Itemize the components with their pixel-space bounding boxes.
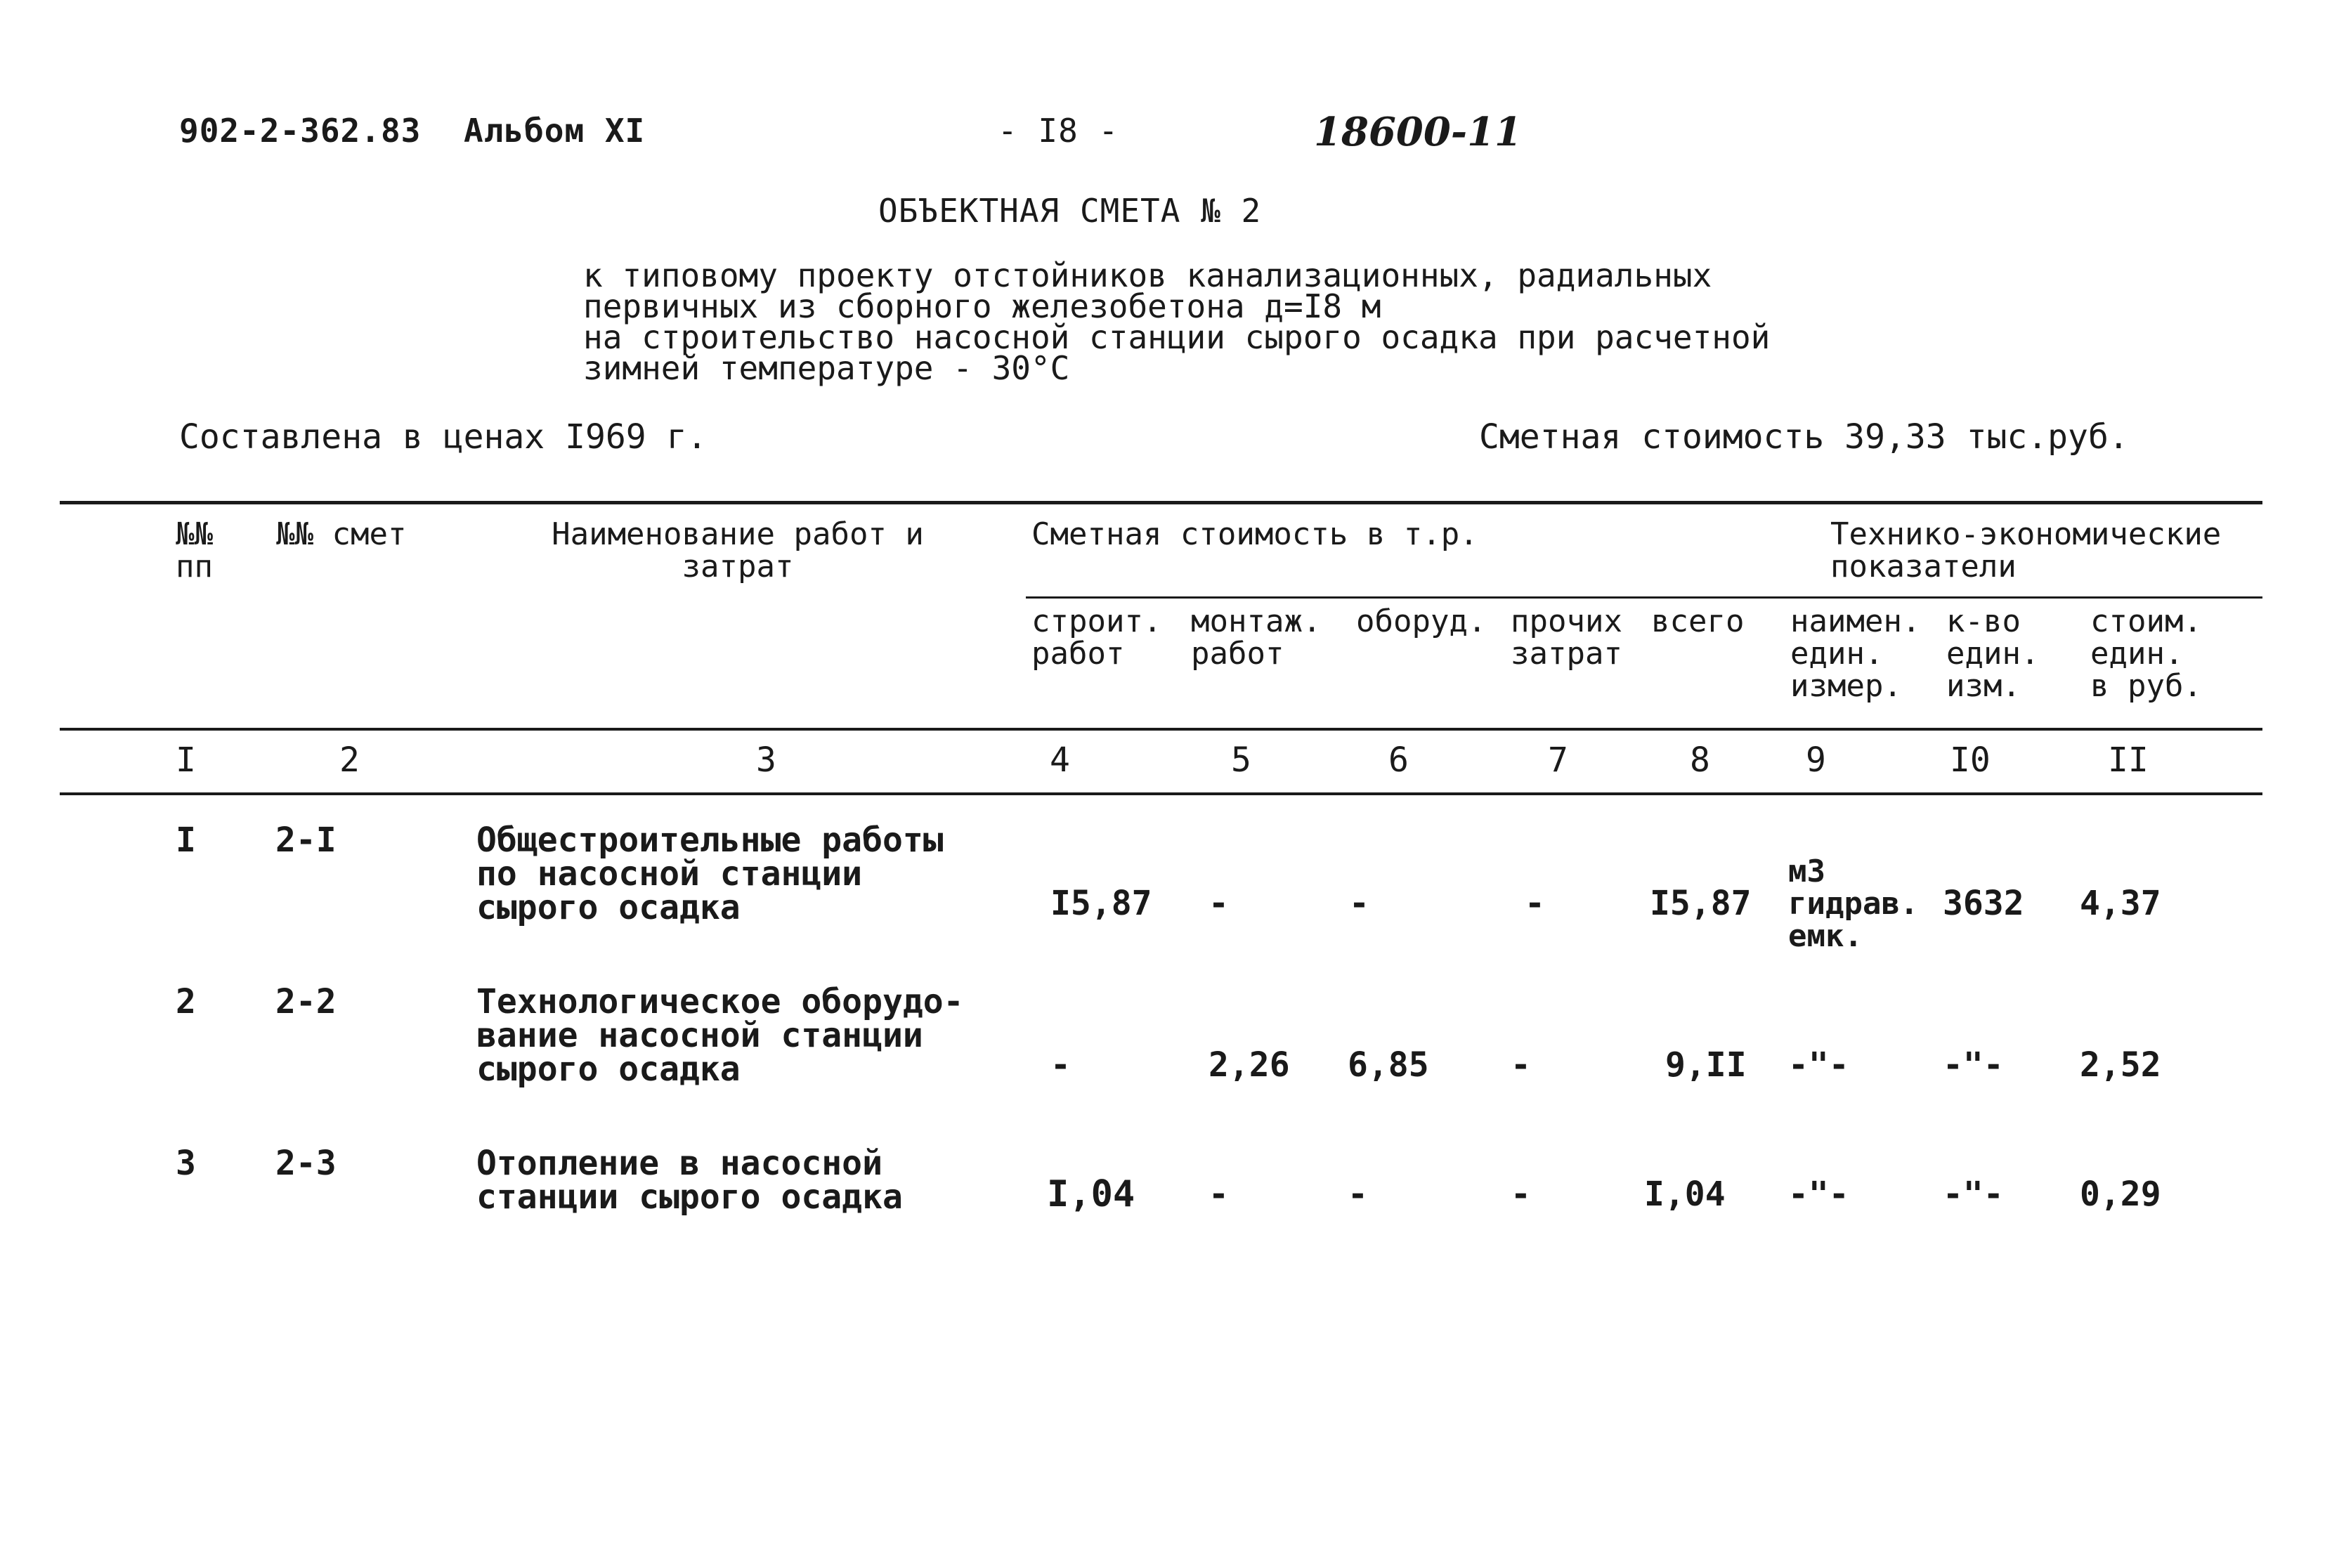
row-total: 9,II [1665, 1045, 1747, 1085]
row-work-name: Общестроительные работы по насосной станции сырого осадка [476, 821, 944, 927]
column-number: 4 [1050, 740, 1070, 780]
header-unit-qty: к-во един. изм. [1946, 603, 2040, 704]
page-number: - I8 - [998, 112, 1119, 150]
row-other: - [1525, 884, 1545, 923]
compiled-in-prices: Составлена в ценах I969 г. [179, 417, 708, 457]
column-number: 2 [339, 740, 360, 780]
column-number: 6 [1388, 740, 1409, 780]
header-estimate-number: №№ смет [276, 516, 407, 552]
row-estimate: 2-I [275, 821, 337, 860]
row-total: I,04 [1644, 1175, 1726, 1214]
table-top-rule [60, 501, 2262, 504]
handwritten-number: 18600-11 [1314, 109, 1522, 155]
column-number: 5 [1231, 740, 1251, 780]
row-estimate: 2-2 [275, 982, 337, 1021]
header-installation: монтаж. работ [1191, 603, 1322, 672]
table-colnum-rule [60, 792, 2262, 795]
header-total: всего [1651, 603, 1745, 639]
subtitle-line-4: зимней температуре - 30°С [583, 349, 1070, 387]
header-unit-name: наимен. един. измер. [1790, 603, 1921, 704]
row-other: - [1511, 1175, 1531, 1214]
row-construction: - [1050, 1045, 1071, 1085]
row-equipment: 6,85 [1348, 1045, 1429, 1085]
header-cost-group: Сметная стоимость в т.р. [1031, 516, 1478, 552]
header-indicators-group: Технико-экономические показатели [1830, 516, 2222, 584]
document-code: 902-2-362.83 [179, 112, 422, 150]
column-number: 8 [1690, 740, 1710, 780]
row-equipment: - [1348, 1175, 1368, 1214]
row-construction: I5,87 [1050, 884, 1152, 923]
album-label: Альбом XI [464, 112, 646, 150]
row-installation: 2,26 [1209, 1045, 1290, 1085]
header-unit-cost: стоим. един. в руб. [2090, 603, 2202, 704]
row-unit: -"- [1788, 1175, 1849, 1214]
row-unit: -"- [1788, 1045, 1849, 1085]
column-number: I [176, 740, 196, 780]
row-unit: м3 гидрав. емк. [1788, 854, 1919, 954]
subtitle-line-2: первичных из сборного железобетона д=I8 м [583, 287, 1381, 325]
row-number: 2 [176, 982, 196, 1021]
row-unit-cost: 2,52 [2080, 1045, 2161, 1085]
column-number: II [2108, 740, 2149, 780]
row-work-name: Технологическое оборудо- вание насосной станции сырого осадка [476, 982, 964, 1089]
row-unit-cost: 0,29 [2080, 1175, 2161, 1214]
header-row-number: №№ пп [176, 516, 213, 584]
row-qty: 3632 [1943, 884, 2024, 923]
table-group-rule [1026, 596, 2262, 599]
column-number: 9 [1806, 740, 1826, 780]
page-title: ОБЪЕКТНАЯ СМЕТА № 2 [878, 192, 1262, 230]
table-header-rule [60, 728, 2262, 731]
row-installation: - [1209, 1175, 1229, 1214]
column-number: I0 [1950, 740, 1991, 780]
column-number: 7 [1548, 740, 1568, 780]
row-number: I [176, 821, 196, 860]
row-installation: - [1209, 884, 1229, 923]
header-work-name: Наименование работ и затрат [552, 516, 924, 584]
row-unit-cost: 4,37 [2080, 884, 2161, 923]
row-construction: I,04 [1047, 1173, 1135, 1215]
header-equipment: оборуд. [1356, 603, 1487, 639]
row-estimate: 2-3 [275, 1144, 337, 1183]
row-number: 3 [176, 1144, 196, 1183]
row-total: I5,87 [1650, 884, 1752, 923]
header-construction: строит. работ [1031, 603, 1162, 672]
column-number: 3 [756, 740, 776, 780]
header-other: прочих затрат [1511, 603, 1622, 672]
row-equipment: - [1349, 884, 1369, 923]
row-other: - [1511, 1045, 1531, 1085]
subtitle-line-1: к типовому проекту отстойников канализационных, радиальных [583, 256, 1712, 294]
row-qty: -"- [1943, 1045, 2004, 1085]
row-qty: -"- [1943, 1175, 2004, 1214]
row-work-name: Отопление в насосной станции сырого осадка [476, 1144, 903, 1217]
estimated-cost: Сметная стоимость 39,33 тыс.руб. [1479, 417, 2129, 457]
subtitle-line-3: на строительство насосной станции сырого осадка при расчетной [583, 318, 1771, 356]
